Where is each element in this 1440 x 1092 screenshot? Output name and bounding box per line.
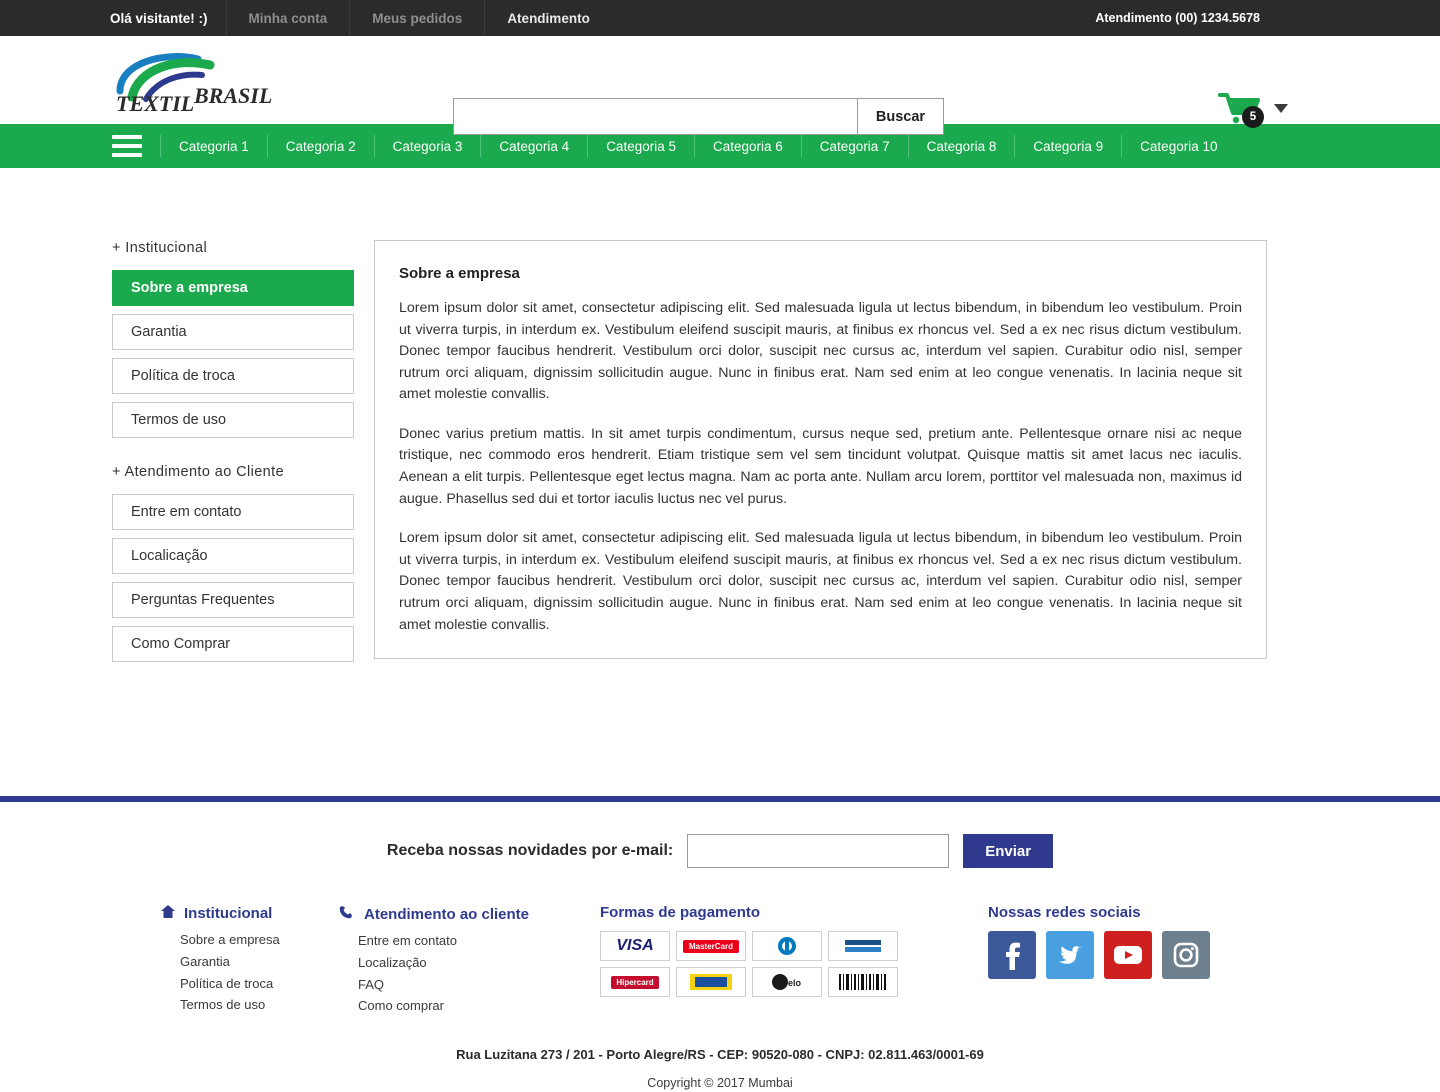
page-title: Sobre a empresa	[399, 265, 520, 282]
social-links	[988, 931, 1288, 979]
footer-col-social	[988, 904, 1288, 1017]
sidebar-group-atendimento-title[interactable]: + Atendimento ao Cliente	[112, 464, 285, 480]
social-title: Nossas redes sociais	[988, 904, 1141, 921]
top-utility-bar	[0, 0, 1440, 36]
footer-link-termos-de-uso[interactable]: Termos de uso	[180, 997, 266, 1013]
svg-text:TEXTIL: TEXTIL	[116, 91, 195, 111]
support-phone: Atendimento (00) 1234.5678	[1095, 11, 1260, 25]
footer-columns	[0, 890, 1440, 1017]
payments-title: Formas de pagamento	[600, 904, 761, 921]
burger-line-1	[112, 135, 142, 139]
footer-col-atendimento	[338, 904, 600, 1017]
sidebar-group-institucional-title[interactable]: + Institucional	[112, 240, 208, 256]
content-paragraph-3: Lorem ipsum dolor sit amet, consectetur adipiscing elit. Sed malesuada ligula ut lectus bibendum, in bibendum leo vestibulum. Proin ut viverra turpis, in interdum ex. Vestibulum eleifend suscipit mauris, at finibus ex rhoncus vel. Sed a ex nec risus dictum vestibulum. Donec tempor faucibus hendrerit. Vestibulum orci dolor, suscipit nec cursus ac, interdum vel sapien. Curabitur odio nisl, semper rutrum orci aliquam, dignissim sollicitudin augue. Nunc in finibus erat. Nam sed enim at leo congue venenatis. In lacinia neque sit amet molestie convallis.	[399, 530, 1242, 633]
footer-link-politica-de-troca[interactable]: Política de troca	[180, 975, 274, 991]
top-link-meus-pedidos[interactable]: Meus pedidos	[349, 0, 484, 36]
sidebar-item-localicacao[interactable]: Localicação	[112, 538, 354, 574]
footer-institucional-title: Institucional	[184, 905, 273, 922]
shopping-cart-icon[interactable]	[1218, 91, 1262, 125]
nav-item-categoria-5[interactable]: Categoria 5	[587, 135, 694, 157]
top-link-atendimento[interactable]: Atendimento	[484, 0, 612, 36]
footer-col-pagamento	[600, 904, 988, 1017]
nav-item-categoria-2[interactable]: Categoria 2	[267, 135, 374, 157]
instagram-icon[interactable]	[1162, 931, 1210, 979]
sidebar-item-termos-de-uso[interactable]: Termos de uso	[112, 402, 354, 438]
hipercard-label: Hipercard	[611, 976, 658, 989]
twitter-icon[interactable]	[1046, 931, 1094, 979]
logo-graphic	[112, 49, 292, 111]
mastercard-label: MasterCard	[683, 940, 739, 953]
sidebar-item-perguntas-frequentes[interactable]: Perguntas Frequentes	[112, 582, 354, 618]
diners-icon	[752, 931, 822, 961]
topbar-spacer	[612, 0, 1096, 36]
newsletter-email-input[interactable]	[687, 834, 949, 868]
nav-item-categoria-7[interactable]: Categoria 7	[801, 135, 908, 157]
nav-item-categoria-10[interactable]: Categoria 10	[1121, 135, 1235, 157]
payment-methods-grid	[600, 931, 910, 997]
content-panel	[374, 240, 1267, 659]
copyright-text: Copyright © 2017 Mumbai	[647, 1076, 793, 1091]
footer-atendimento-head	[338, 904, 600, 924]
nav-item-categoria-3[interactable]: Categoria 3	[374, 135, 481, 157]
nav-item-categoria-6[interactable]: Categoria 6	[694, 135, 801, 157]
cart-widget[interactable]	[1218, 91, 1288, 125]
footer-link-faq[interactable]: FAQ	[358, 976, 385, 992]
sidebar-item-garantia[interactable]: Garantia	[112, 314, 354, 350]
bank-transfer-icon	[828, 931, 898, 961]
nav-item-categoria-1[interactable]: Categoria 1	[160, 135, 267, 157]
top-link-minha-conta[interactable]: Minha conta	[226, 0, 350, 36]
hipercard-icon	[600, 967, 670, 997]
footer-link-localizacao[interactable]: Localização	[358, 954, 427, 970]
sidebar	[112, 240, 354, 688]
facebook-icon[interactable]	[988, 931, 1036, 979]
search-bar[interactable]	[453, 98, 944, 135]
footer-link-entre-em-contato[interactable]: Entre em contato	[358, 933, 457, 948]
visa-icon	[600, 931, 670, 961]
phone-icon	[338, 904, 356, 924]
footer-link-como-comprar[interactable]: Como comprar	[358, 998, 444, 1014]
footer-link-sobre-a-empresa[interactable]: Sobre a empresa	[180, 932, 280, 947]
newsletter-label: Receba nossas novidades por e-mail:	[386, 842, 674, 859]
site-header	[0, 36, 1440, 124]
newsletter-signup	[0, 802, 1440, 890]
main-area	[0, 168, 1440, 688]
nav-item-categoria-8[interactable]: Categoria 8	[908, 135, 1015, 157]
cart-count-badge: 5	[1242, 106, 1264, 128]
site-logo[interactable]	[112, 49, 292, 111]
svg-text:BRASIL: BRASIL	[194, 83, 273, 108]
footer-institucional-head	[160, 904, 338, 923]
newsletter-submit-button[interactable]: Enviar	[963, 834, 1053, 868]
svg-text:elo: elo	[788, 978, 802, 988]
sidebar-item-sobre-a-empresa[interactable]: Sobre a empresa	[112, 270, 354, 306]
home-icon	[160, 904, 176, 923]
nav-item-categoria-4[interactable]: Categoria 4	[480, 135, 587, 157]
search-input[interactable]	[454, 99, 857, 134]
sidebar-item-entre-em-contato[interactable]: Entre em contato	[112, 494, 354, 530]
footer-link-garantia[interactable]: Garantia	[180, 953, 230, 969]
footer-atendimento-title: Atendimento ao cliente	[364, 905, 530, 923]
hamburger-menu-icon[interactable]	[112, 135, 142, 157]
content-paragraph-1: Lorem ipsum dolor sit amet, consectetur adipiscing elit. Sed malesuada ligula ut lectus bibendum, in bibendum leo vestibulum. Proin ut viverra turpis, in interdum ex. Vestibulum eleifend suscipit mauris, at finibus ex rhoncus vel. Sed a ex nec risus dictum vestibulum. Donec tempor faucibus hendrerit. Vestibulum orci dolor, suscipit nec cursus ac, interdum vel sapien. Curabitur odio nisl, semper rutrum orci aliquam, dignissim sollicitudin augue. Nunc in finibus erat. Nam sed enim at leo congue venenatis. In lacinia neque sit amet molestie convallis.	[399, 300, 1242, 403]
boleto-icon	[828, 967, 898, 997]
mastercard-icon	[676, 931, 746, 961]
company-address: Rua Luzitana 273 / 201 - Porto Alegre/RS - CEP: 90520-080 - CNPJ: 02.811.463/0001-69	[456, 1047, 984, 1063]
youtube-icon[interactable]	[1104, 931, 1152, 979]
burger-line-3	[112, 153, 142, 157]
banco-do-brasil-icon	[676, 967, 746, 997]
content-paragraph-2: Donec varius pretium mattis. In sit amet turpis condimentum, cursus neque sed, pretium ante. Pellentesque ornare nisi ac neque tristique, nec commodo eros hendrerit. Etiam tristique sem vel sem tincidunt volutpat. Quisque mattis sit amet lacus nec iaculis. Aenean a elit turpis. Pellentesque eget lectus magna. Nam ac porta ante. Nullam arcu lorem, porttitor vel malesuada non, maximus id augue. Phasellus sed dui et tortor iaculis luctus nec vel purus.	[399, 425, 1242, 507]
sidebar-item-politica-de-troca[interactable]: Política de troca	[112, 358, 354, 394]
chevron-down-icon[interactable]	[1274, 104, 1288, 113]
sidebar-item-como-comprar[interactable]: Como Comprar	[112, 626, 354, 662]
elo-icon	[752, 967, 822, 997]
nav-item-categoria-9[interactable]: Categoria 9	[1014, 135, 1121, 157]
visa-label: VISA	[616, 937, 654, 954]
footer-col-institucional	[160, 904, 338, 1017]
search-button[interactable]: Buscar	[857, 99, 943, 134]
burger-line-2	[112, 144, 142, 148]
greeting-text: Olá visitante! :)	[110, 10, 208, 26]
